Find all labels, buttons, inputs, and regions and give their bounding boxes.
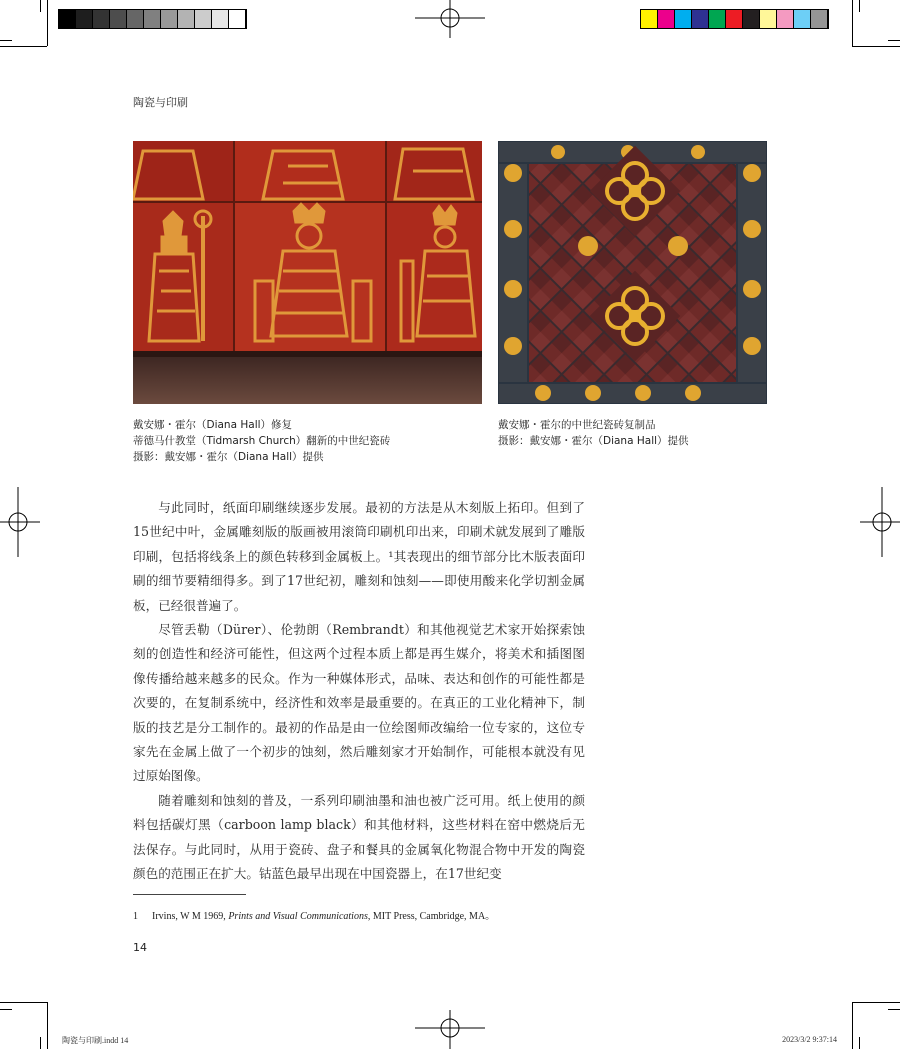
color-swatch bbox=[709, 10, 726, 28]
crop-mark bbox=[40, 0, 41, 12]
text-line: 发的陶瓷颜色的范围正在扩大。钴蓝色最早出现在中国瓷器上，在17世纪变 bbox=[133, 841, 586, 882]
figure-caption-right bbox=[498, 417, 689, 449]
text-line: 下，制版的技艺是分工制作的。最初的作品是由一位绘图师改编给一位专家 bbox=[133, 695, 586, 735]
color-swatch bbox=[726, 10, 743, 28]
caption-line: 摄影：戴安娜・霍尔（Diana Hall）提供 bbox=[133, 451, 324, 463]
color-swatch bbox=[127, 10, 144, 28]
paragraph bbox=[133, 496, 585, 618]
color-swatch bbox=[212, 10, 229, 28]
registration-mark-top bbox=[415, 0, 485, 40]
registration-mark-left bbox=[0, 487, 40, 557]
crop-mark bbox=[859, 1037, 860, 1049]
figure-caption-left bbox=[133, 417, 390, 465]
text-line: 尽管丢勒（Dürer）、伦勃朗（Rembrandt）和其他视觉艺术家开始探索蚀 bbox=[158, 622, 585, 638]
crop-mark bbox=[40, 1037, 41, 1049]
color-swatch bbox=[777, 10, 794, 28]
paragraph bbox=[133, 789, 585, 887]
crop-mark bbox=[888, 40, 900, 41]
crop-mark bbox=[852, 46, 900, 47]
text-line: 来化学切割金属板，已经很普遍了。 bbox=[133, 573, 586, 613]
crop-mark bbox=[0, 40, 12, 41]
crop-mark bbox=[47, 0, 48, 46]
footnote-author: Irvins, W M 1969, bbox=[152, 911, 229, 922]
tile-photo-right bbox=[498, 141, 767, 404]
crop-mark bbox=[852, 1002, 900, 1003]
medieval-figure-tiles-image bbox=[133, 141, 482, 404]
text-line: 的颜料包括碳灯黑（carboon lamp black）和其他材料，这些材料在窑中燃烧 bbox=[133, 792, 586, 833]
crop-mark bbox=[852, 1002, 853, 1049]
text-line: 随着雕刻和蚀刻的普及，一系列印刷油墨和油也被广泛可用。纸上使用 bbox=[158, 792, 560, 808]
footnote-title: Prints and Visual Communications bbox=[228, 911, 368, 922]
registration-mark-bottom bbox=[415, 1010, 485, 1049]
text-line: 与此同时，纸面印刷继续逐步发展。最初的方法是从木刻版上拓印。但到 bbox=[158, 500, 573, 515]
color-swatch bbox=[641, 10, 658, 28]
crop-mark bbox=[888, 1009, 900, 1010]
color-swatch bbox=[794, 10, 811, 28]
text-line: 了15世纪中叶，金属雕刻版的版画被用滚筒印刷机印出来，印刷术就发展到 bbox=[133, 500, 585, 540]
tile-photo-left bbox=[133, 141, 482, 404]
slug-filename: 陶瓷与印刷.indd 14 bbox=[62, 1036, 129, 1045]
color-swatch bbox=[760, 10, 777, 28]
crop-mark bbox=[0, 1009, 12, 1010]
footnote-number: 1 bbox=[133, 911, 138, 922]
color-swatch bbox=[658, 10, 675, 28]
grayscale-bar bbox=[58, 9, 247, 29]
color-swatch bbox=[692, 10, 709, 28]
paragraph bbox=[133, 618, 585, 789]
text-line: 刻的创造性和经济可能性，但这两个过程本质上都是再生媒介，将美术和插图 bbox=[133, 646, 573, 662]
footnote bbox=[133, 907, 495, 922]
body-text bbox=[133, 496, 585, 887]
color-swatch bbox=[743, 10, 760, 28]
text-line: 了雕版印刷，包括将线条上的颜色转移到金属板上。¹其表现出的细节部分比 bbox=[133, 524, 586, 564]
text-line: 后无法保存。与此同时，从用于瓷砖、盘子和餐具的金属氧化物混合物中开 bbox=[133, 817, 586, 857]
caption-line: 戴安娜・霍尔的中世纪瓷砖复制品 bbox=[498, 419, 656, 431]
crop-mark bbox=[859, 0, 860, 12]
caption-line: 摄影：戴安娜・霍尔（Diana Hall）提供 bbox=[498, 435, 689, 447]
text-line: 图像传播给越来越多的民众。作为一种媒体形式，品味、表达和创作的可能性 bbox=[133, 646, 585, 686]
text-line: 都是次要的，在复制系统中，经济性和效率是最重要的。在真正的工业化精神 bbox=[133, 670, 586, 711]
crop-mark bbox=[0, 46, 47, 47]
crop-mark bbox=[0, 1002, 47, 1003]
color-bar bbox=[640, 9, 829, 29]
footnote-rule bbox=[133, 894, 246, 895]
color-swatch bbox=[110, 10, 127, 28]
caption-line: 蒂德马什教堂（Tidmarsh Church）翻新的中世纪瓷砖 bbox=[133, 435, 391, 447]
color-swatch bbox=[195, 10, 212, 28]
color-swatch bbox=[178, 10, 195, 28]
registration-mark-right bbox=[860, 487, 900, 557]
color-swatch bbox=[675, 10, 692, 28]
text-line: 根本就没有见过原始图像。 bbox=[133, 744, 586, 784]
page-number: 14 bbox=[133, 941, 147, 954]
text-line: 的，这位专家先在金属上做了一个初步的蚀刻，然后雕刻家才开始制作，可能 bbox=[133, 719, 586, 760]
color-swatch bbox=[144, 10, 161, 28]
color-swatch bbox=[76, 10, 93, 28]
color-swatch bbox=[93, 10, 110, 28]
color-swatch bbox=[161, 10, 178, 28]
caption-line: 戴安娜・霍尔（Diana Hall）修复 bbox=[133, 419, 293, 431]
text-line: 木版表面印刷的细节要精细得多。到了17世纪初，雕刻和蚀刻——即使用酸 bbox=[133, 548, 586, 589]
crop-mark bbox=[47, 1002, 48, 1049]
diamond-tile-pattern-image bbox=[498, 141, 767, 404]
color-swatch bbox=[59, 10, 76, 28]
running-head: 陶瓷与印刷 bbox=[133, 96, 188, 109]
footnote-publisher: , MIT Press, Cambridge, MA。 bbox=[367, 911, 496, 922]
color-swatch bbox=[229, 10, 246, 28]
slug-timestamp: 2023/3/2 9:37:14 bbox=[782, 1035, 837, 1044]
crop-mark bbox=[852, 0, 853, 46]
color-swatch bbox=[811, 10, 828, 28]
